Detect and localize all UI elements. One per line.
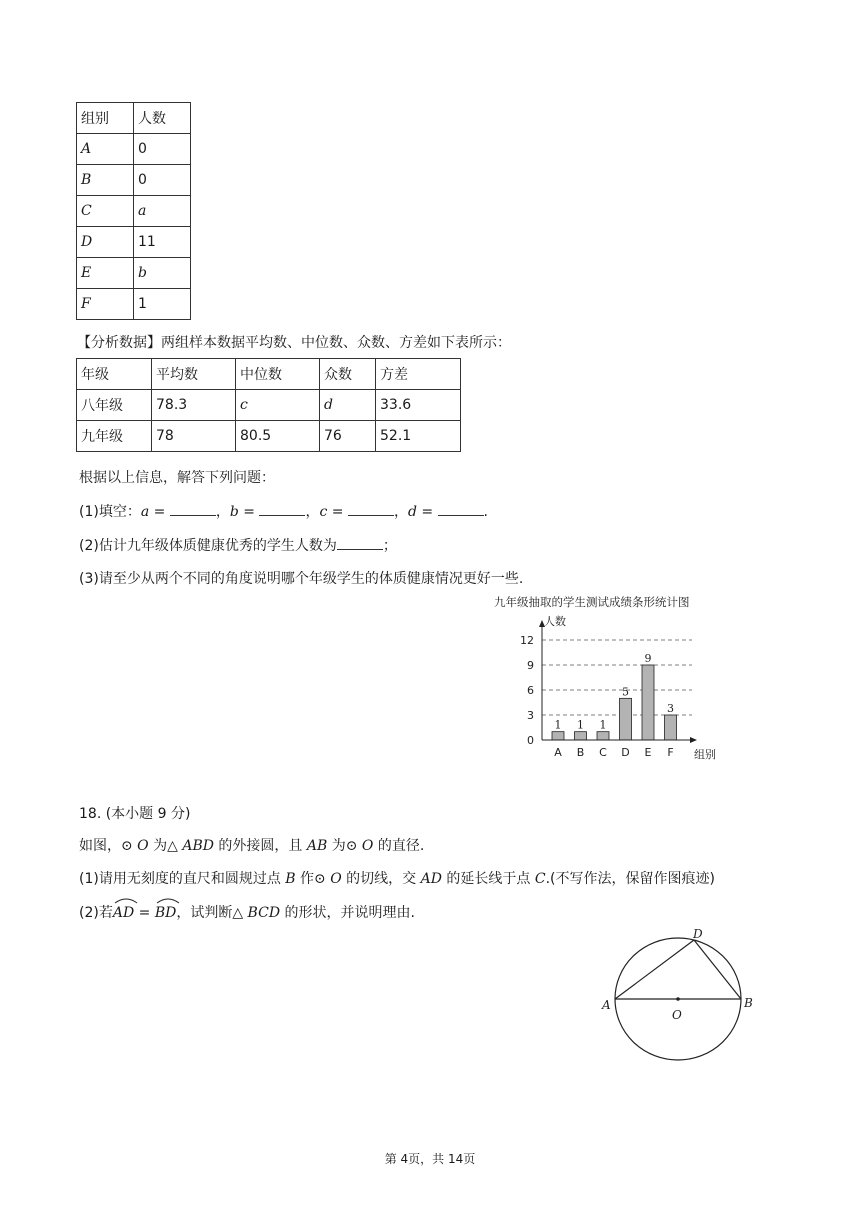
arc-ad — [113, 903, 134, 923]
y-tick-label: 0 — [527, 734, 534, 747]
x-tick-label: F — [667, 746, 674, 759]
y-tick-label: 12 — [520, 634, 534, 647]
text-fragment: 的形状，并说明理由. — [280, 905, 415, 921]
group-count-table — [76, 102, 191, 320]
triangle-symbol: △ ABD — [167, 838, 214, 854]
problem-18-statement — [79, 836, 424, 856]
q1-eq: = — [238, 504, 260, 520]
chart-ylabel: 人数 — [544, 615, 566, 628]
table-header-cell: 组别 — [77, 103, 134, 134]
center-point — [676, 997, 680, 1001]
table-row — [77, 196, 191, 227]
data-label: 9 — [644, 652, 652, 665]
q1-var-c: c — [319, 504, 328, 520]
table-cell: 52.1 — [376, 421, 461, 452]
arc-bd — [155, 903, 177, 923]
table-row — [77, 289, 191, 320]
table-cell: a — [134, 196, 191, 227]
table-header-cell: 年级 — [77, 359, 152, 390]
text-fragment: 作 — [295, 871, 315, 887]
circle-geometry-figure — [598, 926, 760, 1066]
question-1 — [79, 501, 488, 522]
segment-label: AB — [306, 838, 328, 854]
question-3: (3)请至少从两个不同的角度说明哪个年级学生的体质健康情况更好一些. — [79, 571, 524, 587]
table-cell: 九年级 — [77, 421, 152, 452]
data-label: 5 — [622, 685, 629, 699]
bar — [665, 715, 677, 740]
y-tick-label: 9 — [527, 659, 534, 672]
answer-blank[interactable] — [170, 501, 216, 516]
q1-end: . — [483, 504, 488, 520]
q1-sep: ， — [305, 504, 320, 520]
table-cell: E — [77, 258, 134, 289]
table-cell: b — [134, 258, 191, 289]
text-fragment: (2)若 — [79, 905, 113, 921]
table-cell: B — [77, 165, 134, 196]
table-cell: D — [77, 227, 134, 258]
circle-symbol: ⊙ O — [121, 838, 149, 854]
problem-18-header: 18. (本小题 9 分) — [79, 806, 191, 822]
y-tick-label: 6 — [527, 684, 534, 697]
table-cell: A — [77, 134, 134, 165]
q1-sep: ， — [215, 504, 230, 520]
q2-end: ； — [382, 538, 397, 554]
q1-prefix: (1)填空： — [79, 504, 141, 520]
answer-blank[interactable] — [337, 535, 383, 550]
arc-mark-icon — [155, 896, 181, 904]
q1-eq: = — [149, 504, 170, 520]
bar — [597, 732, 609, 740]
x-tick-label: D — [621, 746, 630, 759]
text-fragment: 为 — [327, 838, 346, 854]
table-header-cell: 方差 — [376, 359, 461, 390]
text-fragment: 的切线，交 — [341, 871, 421, 887]
data-label: 1 — [577, 718, 584, 732]
table-cell: 11 — [134, 227, 191, 258]
text-fragment: .(不写作法，保留作图痕迹) — [545, 871, 715, 887]
label-o: O — [672, 1008, 682, 1022]
page-footer: 第 4页，共 14页 — [384, 1152, 476, 1166]
intro-text: 根据以上信息，解答下列问题： — [79, 470, 275, 486]
triangle-symbol: △ BCD — [232, 905, 281, 921]
label-d: D — [693, 927, 703, 941]
x-tick-label: B — [576, 746, 585, 759]
text-fragment: (1)请用无刻度的直尺和圆规过点 — [79, 871, 286, 887]
label-a: A — [602, 998, 611, 1012]
table-cell: 0 — [134, 134, 191, 165]
table-row — [77, 421, 461, 452]
point-label: B — [285, 871, 296, 887]
arc-label-text: AD — [112, 905, 135, 921]
table-row — [77, 165, 191, 196]
table-cell: c — [236, 390, 320, 421]
bar — [552, 732, 564, 740]
answer-blank[interactable] — [348, 501, 394, 516]
answer-blank[interactable] — [259, 501, 305, 516]
q1-sep: ， — [393, 504, 408, 520]
segment-label: AD — [420, 871, 442, 887]
q1-eq: = — [327, 504, 348, 520]
x-axis-arrow — [690, 737, 697, 743]
y-tick-label: 3 — [527, 709, 534, 722]
table-cell: F — [77, 289, 134, 320]
bar — [620, 698, 632, 740]
table-row — [77, 227, 191, 258]
segment-ad — [615, 940, 694, 999]
text-fragment: ，试判断 — [176, 905, 233, 921]
table-header-cell: 众数 — [320, 359, 376, 390]
x-tick-label: C — [599, 746, 607, 759]
table-row — [77, 258, 191, 289]
table-cell: 78 — [152, 421, 236, 452]
circle-symbol: ⊙ O — [314, 871, 342, 887]
text-fragment: 的直径. — [373, 838, 425, 854]
table-cell: 1 — [134, 289, 191, 320]
label-b: B — [744, 996, 753, 1010]
q1-var-a: a — [140, 504, 150, 520]
problem-18-part-2 — [79, 903, 415, 923]
statistics-table — [76, 358, 461, 452]
circle-symbol: ⊙ O — [345, 838, 374, 854]
table-header-cell: 中位数 — [236, 359, 320, 390]
data-label: 1 — [554, 718, 562, 732]
arc-mark-icon — [113, 896, 139, 904]
x-tick-label: A — [554, 746, 562, 759]
table-cell: 78.3 — [152, 390, 236, 421]
table-cell: 80.5 — [236, 421, 320, 452]
table-cell: 76 — [320, 421, 376, 452]
table-header-cell: 人数 — [134, 103, 191, 134]
data-label: 1 — [599, 718, 607, 732]
point-label: C — [534, 871, 546, 887]
q1-var-d: d — [407, 504, 417, 520]
table-row — [77, 134, 191, 165]
q1-eq: = — [416, 504, 438, 520]
data-label: 3 — [667, 702, 674, 715]
answer-blank[interactable] — [438, 501, 484, 516]
table-cell: 八年级 — [77, 390, 152, 421]
text-fragment: 的外接圆，且 — [213, 838, 307, 854]
table-header-cell: 平均数 — [152, 359, 236, 390]
table-cell: 0 — [134, 165, 191, 196]
table-row — [77, 390, 461, 421]
table-header-row — [77, 103, 191, 134]
bar — [642, 665, 654, 740]
table-cell: C — [77, 196, 134, 227]
bar-chart — [490, 592, 740, 767]
arc-label-text: BD — [154, 905, 177, 921]
bar — [575, 732, 587, 740]
text-fragment: 的延长线于点 — [441, 871, 535, 887]
question-2 — [79, 535, 397, 556]
text-fragment: = — [134, 905, 155, 921]
x-tick-label: E — [644, 746, 652, 759]
q1-var-b: b — [229, 504, 239, 520]
table-cell: 33.6 — [376, 390, 461, 421]
chart-xlabel: 组别 — [694, 748, 716, 761]
q2-text: (2)估计九年级体质健康优秀的学生人数为 — [79, 538, 337, 554]
text-fragment: 为 — [148, 838, 168, 854]
table-cell: d — [320, 390, 376, 421]
analysis-heading: 【分析数据】两组样本数据平均数、中位数、众数、方差如下表所示： — [77, 335, 511, 351]
problem-18-part-1 — [79, 869, 715, 889]
table-header-row — [77, 359, 461, 390]
chart-title: 九年级抽取的学生测试成绩条形统计图 — [494, 595, 690, 609]
text-fragment: 如图， — [79, 838, 121, 854]
